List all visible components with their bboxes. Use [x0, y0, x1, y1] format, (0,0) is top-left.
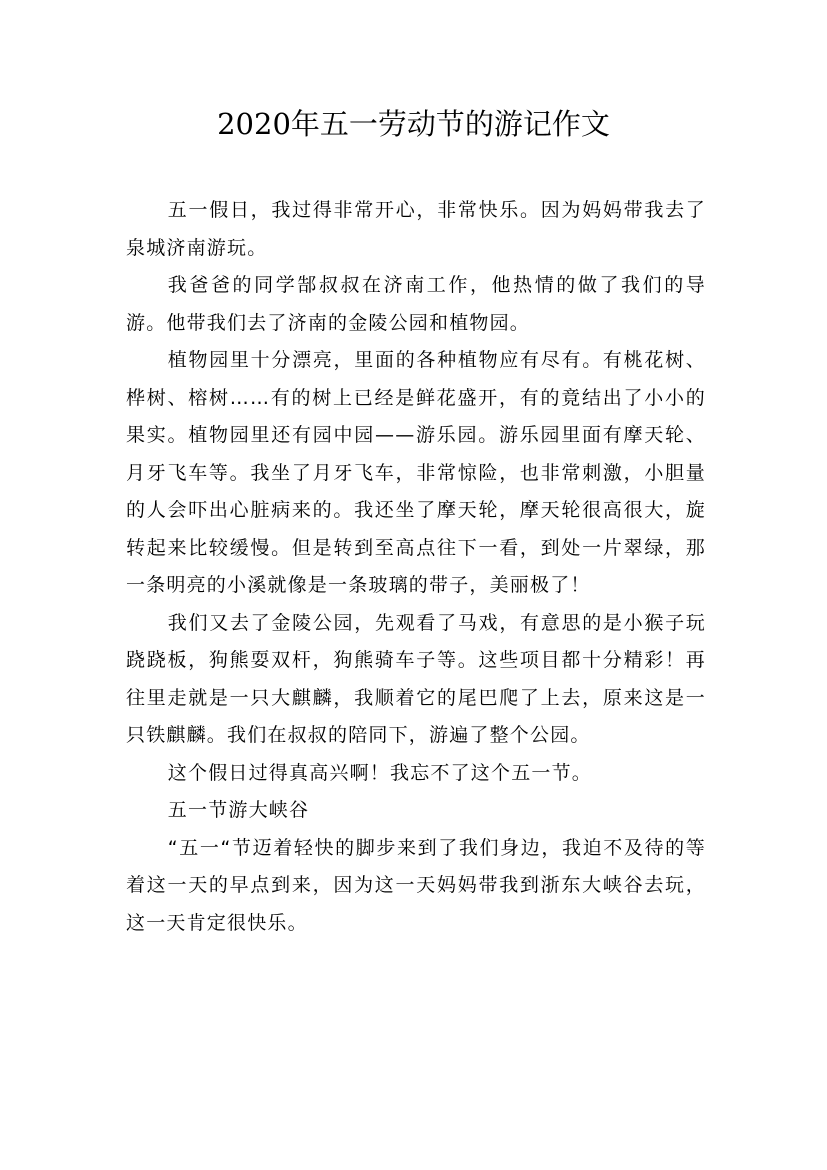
document-title: 2020年五一劳动节的游记作文 [217, 107, 610, 141]
paragraph-5: 这个假日过得真高兴啊！我忘不了这个五一节。 [167, 761, 592, 784]
paragraph-4: 我们又去了金陵公园，先观看了马戏，有意思的是小猴子玩跷跷板，狗熊耍双杆，狗熊骑车子等。这些项目都十分精彩！再往里走就是一只大麒麟，我顺着它的尾巴爬了上去，原来这是一只铁麒麟。我们在叔叔的陪同下，游遍了整个公园。 [126, 611, 706, 746]
paragraph-6: “五一“节迈着轻快的脚步来到了我们身边，我迫不及待的等着这一天的早点到来，因为这一天妈妈带我到浙东大峡谷去玩，这一天肯定很快乐。 [126, 836, 706, 934]
paragraph-2: 我爸爸的同学郜叔叔在济南工作，他热情的做了我们的导游。他带我们去了济南的金陵公园和植物园。 [126, 274, 706, 334]
section-subtitle: 五一节游大峡谷 [167, 799, 310, 821]
paragraph-1: 五一假日，我过得非常开心，非常快乐。因为妈妈带我去了泉城济南游玩。 [126, 199, 706, 259]
paragraph-3: 植物园里十分漂亮，里面的各种植物应有尽有。有桃花树、桦树、榕树……有的树上已经是鲜花盛开，有的竟结出了小小的果实。植物园里还有园中园——游乐园。游乐园里面有摩天轮、月牙飞车等。我坐了月牙飞车，非常惊险，也非常刺激，小胆量的人会吓出心脏病来的。我还坐了摩天轮，摩天轮很高很大，旋转起来比较缓慢。但是转到至高点往下一看，到处一片翠绿，那一条明亮的小溪就像是一条玻璃的带子，美丽极了！ [126, 349, 706, 596]
document-body [126, 192, 706, 942]
